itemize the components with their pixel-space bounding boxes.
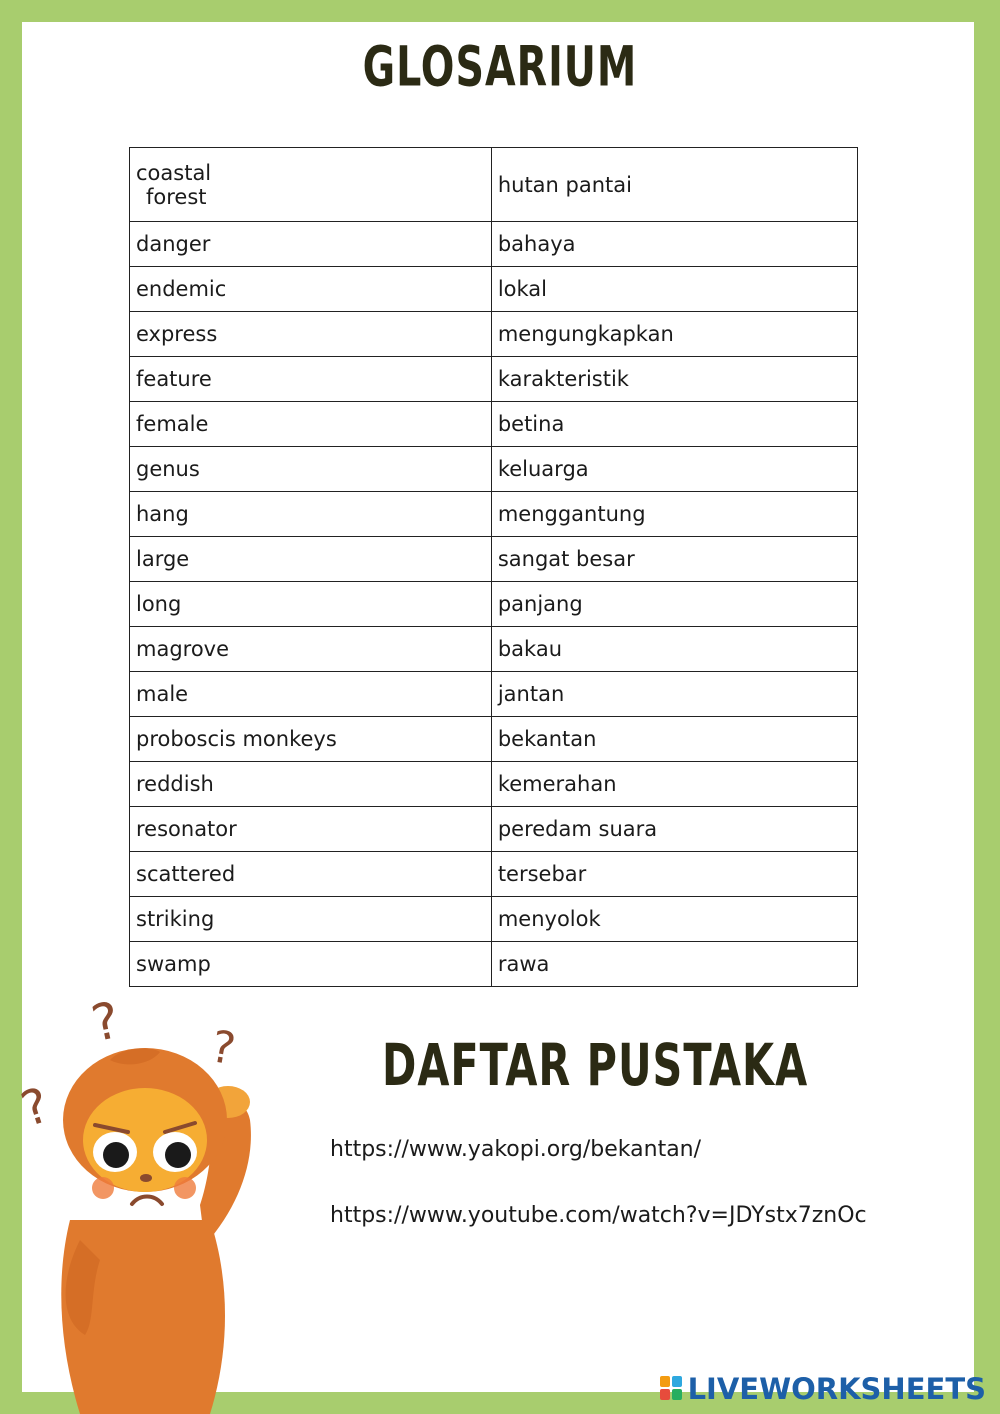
term-cell: proboscis monkeys	[130, 717, 492, 762]
page-title: GLOSARIUM	[362, 35, 638, 100]
glossary-table	[129, 147, 858, 987]
translation-cell: betina	[491, 402, 857, 447]
table-row	[130, 267, 858, 312]
table-row	[130, 717, 858, 762]
table-row	[130, 672, 858, 717]
reference-link[interactable]: https://www.yakopi.org/bekantan/	[330, 1137, 702, 1162]
table-row	[130, 312, 858, 357]
translation-cell: bahaya	[491, 222, 857, 267]
term-cell: express	[130, 312, 492, 357]
table-row	[130, 807, 858, 852]
term-cell: genus	[130, 447, 492, 492]
translation-cell: menyolok	[491, 897, 857, 942]
table-row	[130, 447, 858, 492]
liveworksheets-logo	[660, 1372, 986, 1406]
term-cell: female	[130, 402, 492, 447]
translation-cell: kemerahan	[491, 762, 857, 807]
table-row	[130, 762, 858, 807]
term-cell: striking	[130, 897, 492, 942]
table-row	[130, 537, 858, 582]
table-row	[130, 222, 858, 267]
table-row	[130, 402, 858, 447]
table-row	[130, 582, 858, 627]
term-cell: endemic	[130, 267, 492, 312]
table-row	[130, 852, 858, 897]
term-cell: danger	[130, 222, 492, 267]
translation-cell: bekantan	[491, 717, 857, 762]
translation-cell: menggantung	[491, 492, 857, 537]
table-row	[130, 942, 858, 987]
reference-link[interactable]: https://www.youtube.com/watch?v=JDYstx7znOc	[330, 1203, 867, 1228]
confused-monkey-icon	[0, 990, 270, 1414]
term-cell: reddish	[130, 762, 492, 807]
liveworksheets-logo-icon	[660, 1376, 684, 1402]
translation-cell: hutan pantai	[491, 148, 857, 222]
term-cell	[130, 148, 492, 222]
term-cell: large	[130, 537, 492, 582]
references-title: DAFTAR PUSTAKA	[382, 1031, 809, 1099]
translation-cell: rawa	[491, 942, 857, 987]
term-cell: magrove	[130, 627, 492, 672]
translation-cell: karakteristik	[491, 357, 857, 402]
term-cell: swamp	[130, 942, 492, 987]
translation-cell: keluarga	[491, 447, 857, 492]
table-row	[130, 492, 858, 537]
translation-cell: panjang	[491, 582, 857, 627]
translation-cell: jantan	[491, 672, 857, 717]
translation-cell: mengungkapkan	[491, 312, 857, 357]
term-cell: feature	[130, 357, 492, 402]
translation-cell: sangat besar	[491, 537, 857, 582]
svg-text:?: ?	[207, 1021, 240, 1076]
svg-text:?: ?	[86, 990, 125, 1054]
term-cell: long	[130, 582, 492, 627]
table-row	[130, 627, 858, 672]
term-cell: scattered	[130, 852, 492, 897]
translation-cell: lokal	[491, 267, 857, 312]
term-text: coastal	[136, 160, 212, 185]
term-cell: resonator	[130, 807, 492, 852]
term-cell: hang	[130, 492, 492, 537]
table-row	[130, 148, 858, 222]
translation-cell: tersebar	[491, 852, 857, 897]
term-text-continued: forest	[146, 184, 207, 209]
term-cell: male	[130, 672, 492, 717]
table-row	[130, 897, 858, 942]
table-row	[130, 357, 858, 402]
brand-name: LIVEWORKSHEETS	[687, 1372, 986, 1406]
translation-cell: peredam suara	[491, 807, 857, 852]
translation-cell: bakau	[491, 627, 857, 672]
svg-text:?: ?	[14, 1077, 57, 1139]
